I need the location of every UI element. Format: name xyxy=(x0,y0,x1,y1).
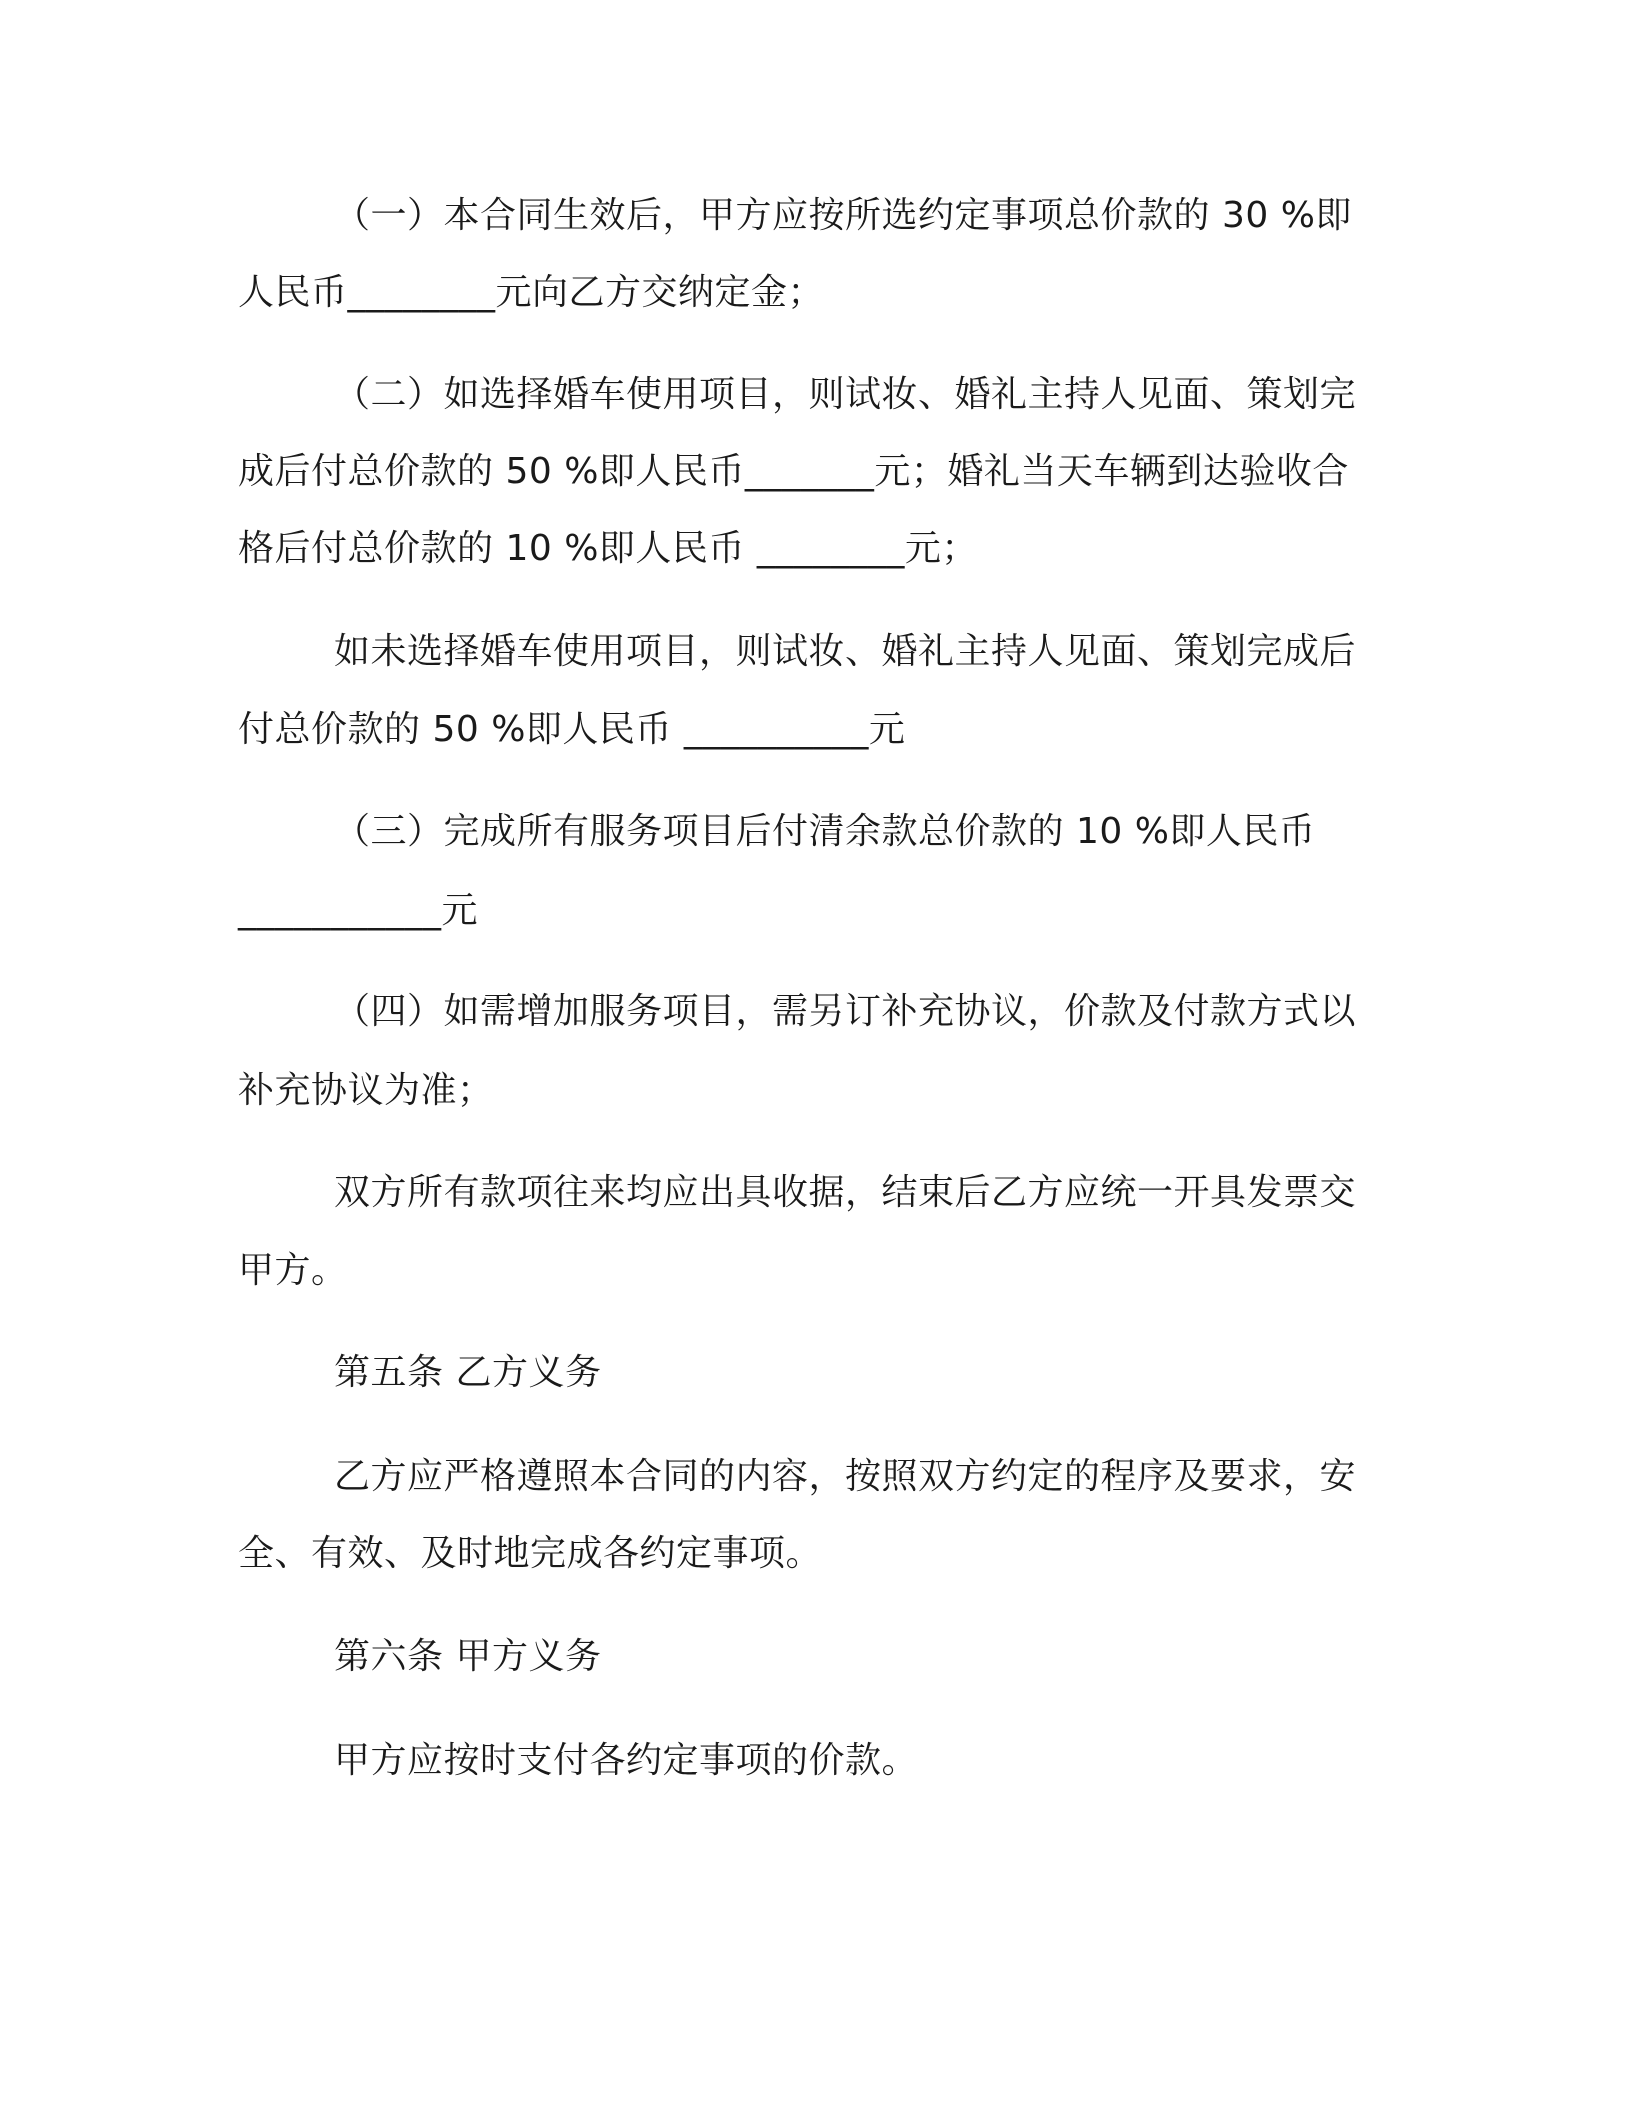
article-5-body-line-1: 乙方应严格遵照本合同的内容，按照双方约定的程序及要求，安 xyxy=(334,1456,1357,1497)
receipts-line-1: 双方所有款项往来均应出具收据，结束后乙方应统一开具发票交 xyxy=(334,1172,1357,1213)
clause-1-line-1: （一）本合同生效后，甲方应按所选约定事项总价款的 30 %即 xyxy=(334,195,1352,236)
clause-2-alt-line-2: 付总价款的 50 %即人民币 __________元 xyxy=(238,709,906,750)
clause-2-alt-line-1: 如未选择婚车使用项目，则试妆、婚礼主持人见面、策划完成后 xyxy=(334,631,1357,672)
clause-4-line-2: 补充协议为准； xyxy=(238,1070,494,1111)
article-5-body-line-2: 全、有效、及时地完成各约定事项。 xyxy=(238,1533,823,1574)
clause-1-line-2: 人民币________元向乙方交纳定金； xyxy=(238,272,825,313)
receipts-line-2: 甲方。 xyxy=(238,1250,348,1291)
clause-2-line-3: 格后付总价款的 10 %即人民币 ________元； xyxy=(238,528,978,569)
clause-2-line-1: （二）如选择婚车使用项目，则试妆、婚礼主持人见面、策划完 xyxy=(334,374,1357,415)
clause-4-line-1: （四）如需增加服务项目，需另订补充协议，价款及付款方式以 xyxy=(334,991,1357,1032)
article-6-heading: 第六条 甲方义务 xyxy=(334,1636,602,1677)
article-6-body: 甲方应按时支付各约定事项的价款。 xyxy=(334,1740,919,1781)
clause-3-line-2: ___________元 xyxy=(238,890,479,931)
article-5-heading: 第五条 乙方义务 xyxy=(334,1352,602,1393)
clause-2-line-2: 成后付总价款的 50 %即人民币_______元；婚礼当天车辆到达验收合 xyxy=(238,451,1349,492)
clause-3-line-1: （三）完成所有服务项目后付清余款总价款的 10 %即人民币 xyxy=(334,811,1316,852)
